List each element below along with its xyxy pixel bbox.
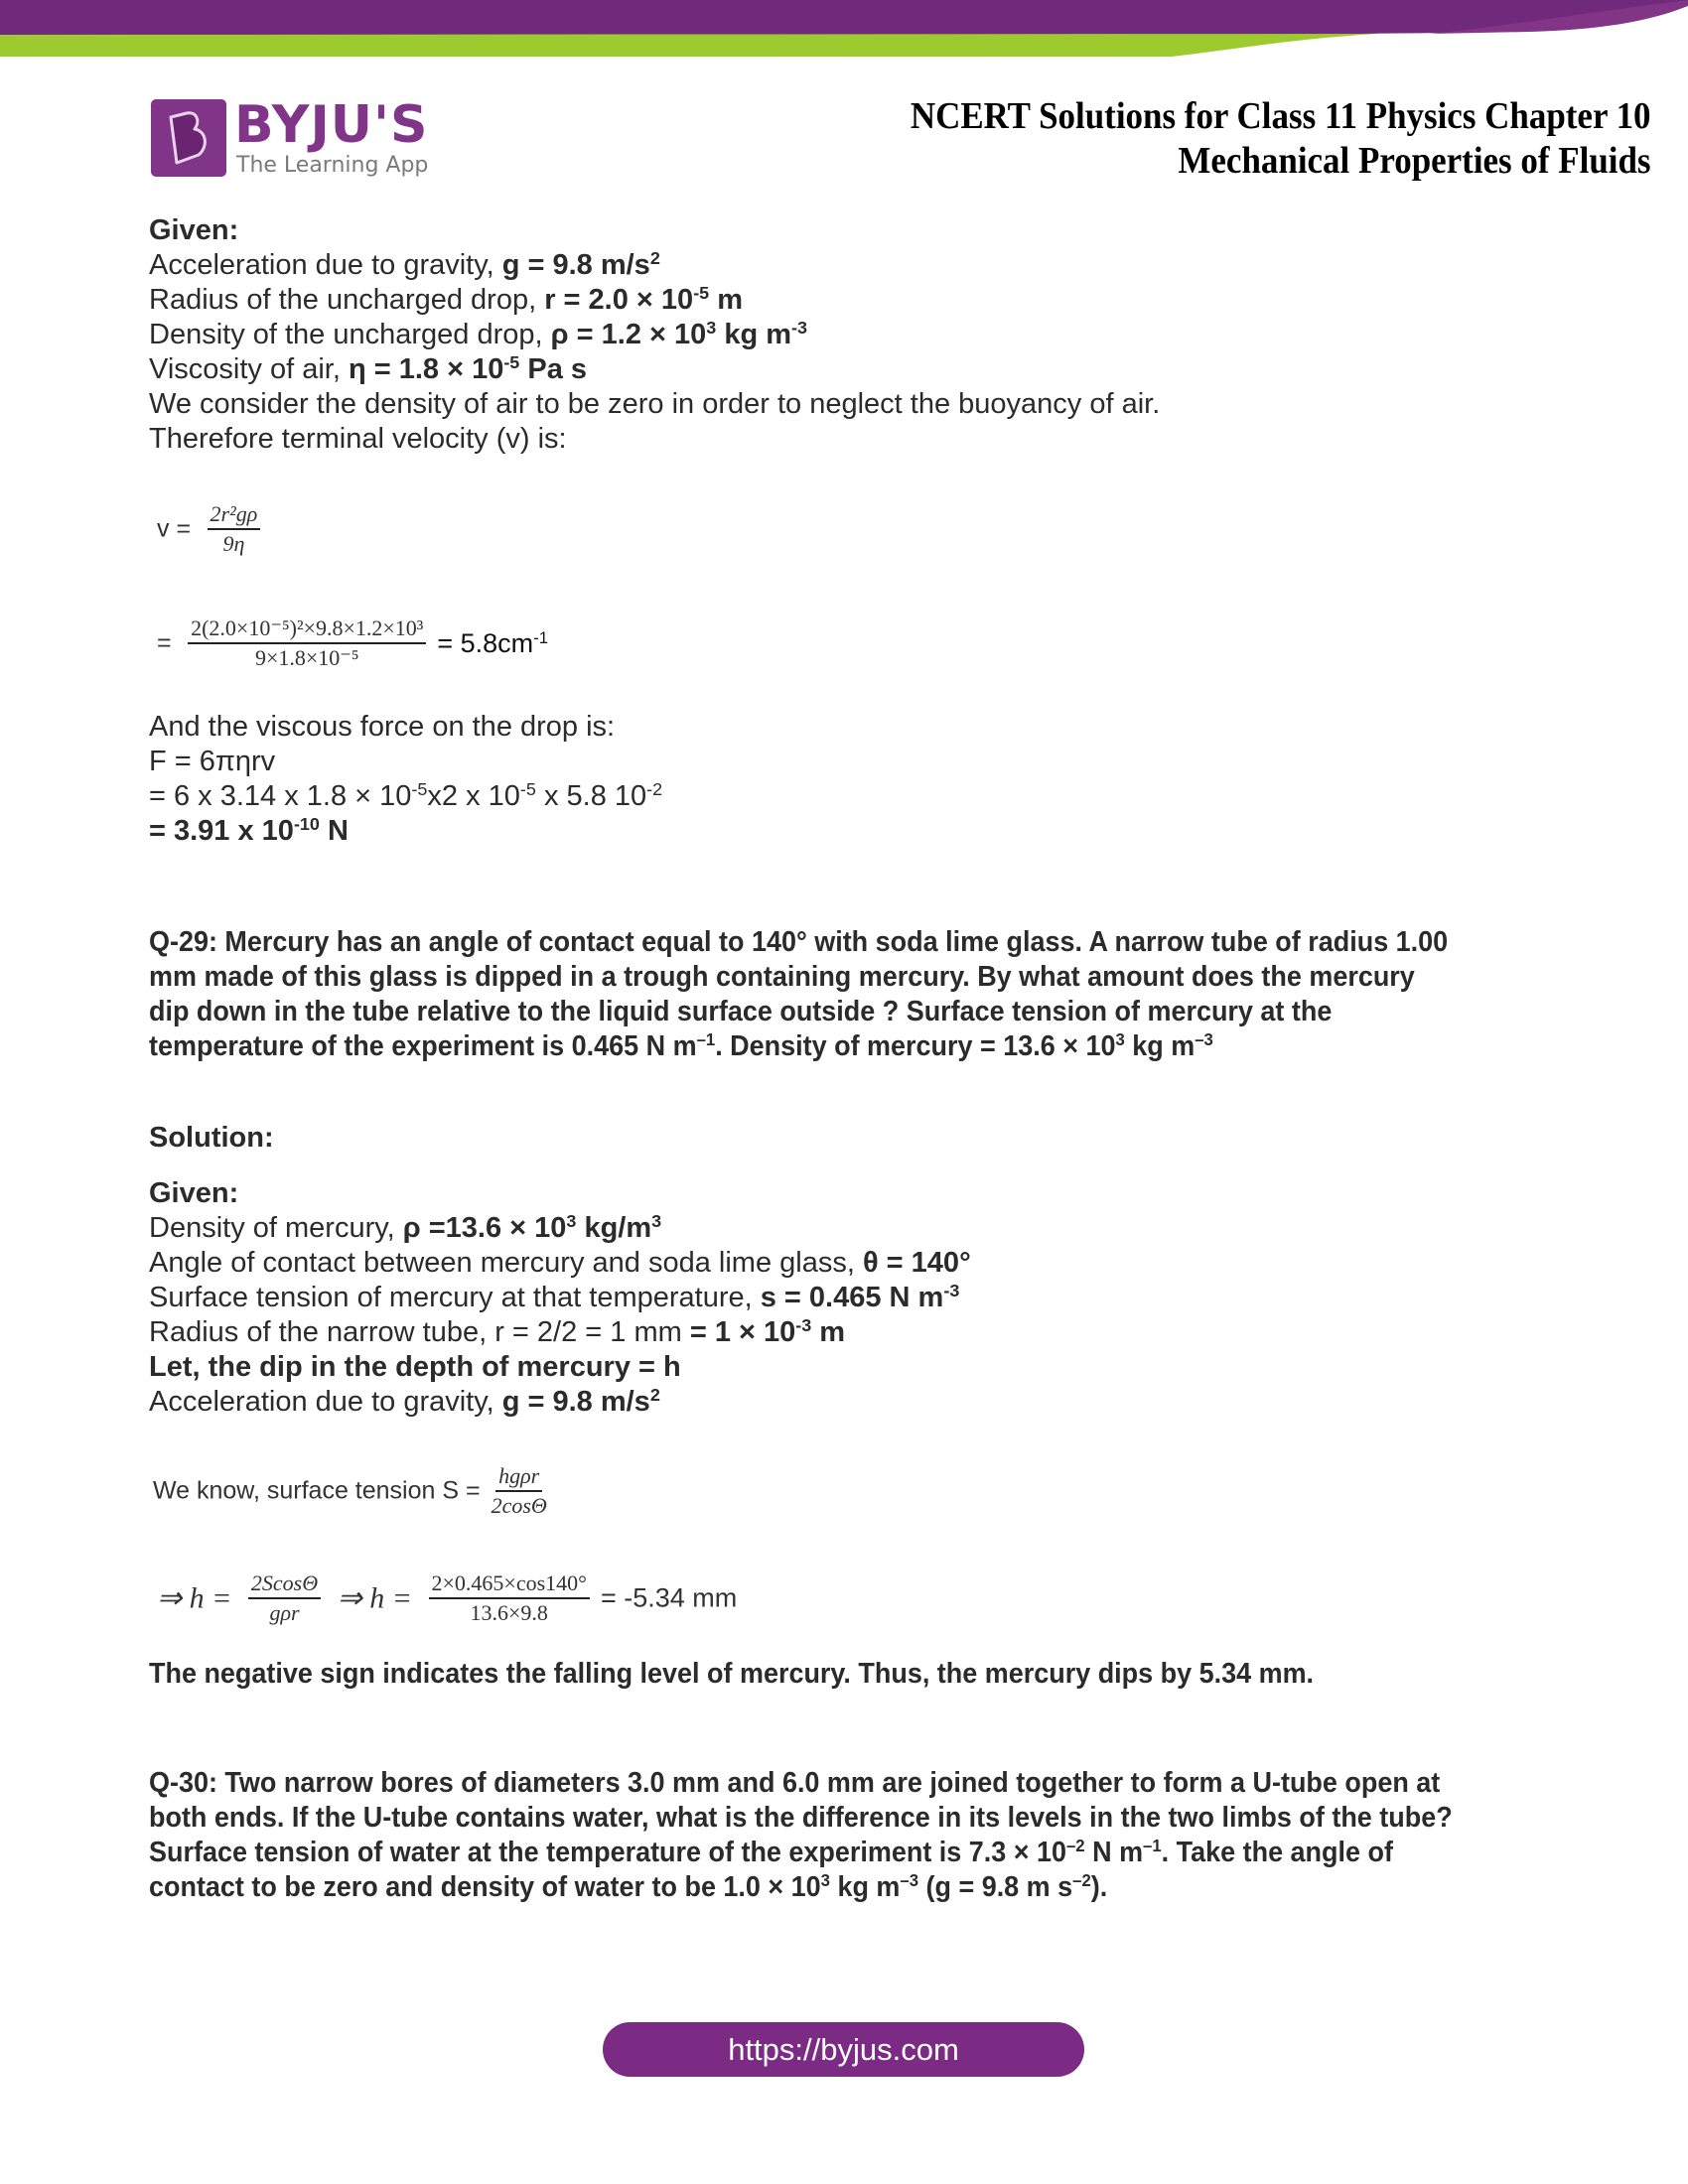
numerator: hgρr [495,1463,542,1492]
terminal-velocity-intro: Therefore terminal velocity (v) is: [149,423,567,455]
formula-result [437,628,548,658]
exponent: -1 [533,627,549,647]
question-text: . Take the angle of contact to be zero and density of water to be 1.0 × 10 [149,1837,1393,1903]
part: x2 x 10 [427,780,520,812]
given-viscosity [149,352,587,387]
formula-surface-tension [153,1463,547,1519]
given-tube-radius [149,1315,845,1350]
exponent: -5 [411,779,428,800]
exponent: –3 [1195,1029,1213,1050]
question-text: Q-29: Mercury has an angle of contact equal to 140° with soda lime glass. A narrow tube of radius 1.00 mm made of this glass is dipped in a trough containing mercury. By what amount does the mercury dip down in the tube relative to the liquid surface outside ? Surface tension of mercury at the temperature of the experiment is 0.465 N m [149,926,1449,1062]
header-banner [0,0,1688,69]
fraction [188,615,426,671]
label: Angle of contact between mercury and soda lime glass, [149,1247,863,1279]
value [761,1282,960,1313]
given-surface-tension [149,1281,959,1315]
part: = 6 x 3.14 x 1.8 × 10 [149,780,412,812]
brand-name: BYJU'S [234,95,429,155]
implies-h: ⇒ h = [337,1581,412,1615]
value [544,284,743,316]
unit-exponent: 3 [651,1211,662,1232]
unit: m [709,284,744,316]
label: Radius of the narrow tube, r = 2/2 = 1 mm [149,1316,690,1348]
numerator: 2r²gρ [208,501,261,530]
denominator: 13.6×9.8 [470,1600,548,1625]
fraction [492,1463,547,1519]
assumption-text: We consider the density of air to be zero in order to neglect the buoyancy of air. [149,388,1161,420]
logo-b-box [151,99,226,177]
label: Radius of the uncharged drop, [149,284,545,316]
result-text: = 5.8cm [437,627,534,658]
value [349,353,587,385]
exponent: 3 [566,1211,577,1232]
title-line-1: NCERT Solutions for Class 11 Physics Chapter 10 [911,95,1651,137]
exponent: -5 [693,283,710,304]
fraction [429,1570,590,1626]
solution-heading: Solution: [149,1122,274,1154]
question-text: . Density of mercury = 13.6 × 10 [715,1030,1116,1062]
formula-lhs: We know, surface tension S = [153,1476,481,1505]
question-text: kg m [829,1871,901,1903]
question-text: ). [1090,1871,1108,1903]
value-text: ρ = 1.2 × 10 [550,319,707,350]
viscous-force-substitution [149,779,662,814]
given-radius [149,283,743,318]
exponent: 2 [649,248,660,269]
value [502,1386,660,1418]
question-29 [149,925,1461,1064]
value-text: s = 0.465 N m [760,1282,944,1313]
unit-exponent: -3 [791,318,807,339]
footer-url-link[interactable]: https://byjus.com [603,2022,1084,2077]
value [403,1212,661,1244]
brand-tagline: The Learning App [236,153,429,178]
question-text: (g = 9.8 m s [918,1871,1073,1903]
exponent: 2 [649,1385,660,1406]
formula-velocity-substitution [157,615,548,671]
conclusion-q29: The negative sign indicates the falling level of mercury. Thus, the mercury dips by 5.34 mm. [149,1658,1315,1690]
value-text: g = 9.8 m/s [501,249,650,281]
unit: Pa s [519,353,588,385]
exponent: 3 [706,318,717,339]
value-text: ρ =13.6 × 10 [402,1212,567,1244]
denominator: gρr [269,1600,300,1625]
exponent: –3 [900,1870,919,1891]
fraction [248,1570,321,1626]
exponent: -10 [293,814,320,835]
value [690,1316,845,1348]
numerator: 2ScosΘ [248,1570,321,1599]
part: x 5.8 10 [535,780,647,812]
exponent: -3 [943,1281,960,1301]
b-letter-icon [165,109,212,167]
denominator: 9×1.8×10⁻⁵ [254,645,359,670]
question-text: kg m [1124,1030,1196,1062]
unit: kg/m [576,1212,652,1244]
document-title [911,94,1651,184]
exponent: -5 [519,779,536,800]
given-contact-angle [149,1246,971,1281]
question-30 [149,1766,1461,1905]
exponent: –1 [696,1029,716,1050]
exponent: –2 [1072,1870,1091,1891]
value-text: g = 9.8 m/s [501,1386,650,1418]
unit: kg m [716,319,792,350]
exponent: 3 [1115,1029,1125,1050]
exponent: -3 [795,1315,812,1336]
question-text: Q-30: Two narrow bores of diameters 3.0 mm and 6.0 mm are joined together to form a U-tube open at both ends. If the U-tube contains water, what is the difference in its levels in the two limbs of the tube? Surface tension of water at the temperature of the experiment is 7.3 × 10 [149,1767,1453,1868]
viscous-force-result [149,814,349,849]
formula-result: = -5.34 mm [600,1582,738,1613]
given-density [149,318,807,352]
label: Acceleration due to gravity, [149,249,502,281]
let-dip-depth: Let, the dip in the depth of mercury = h [149,1351,681,1383]
value [551,319,807,350]
label: Surface tension of mercury at that temperature, [149,1282,761,1313]
exponent: -2 [646,779,663,800]
value-text: = 1 × 10 [689,1316,796,1348]
label: Acceleration due to gravity, [149,1386,502,1418]
formula-terminal-velocity [157,501,260,557]
value-text: r = 2.0 × 10 [544,284,694,316]
exponent: –2 [1066,1836,1085,1856]
given-heading: Given: [149,214,239,246]
result-text: = 3.91 x 10 [149,815,294,847]
given-gravity [149,248,660,283]
denominator: 9η [222,531,245,556]
formula-dip-height [157,1570,737,1626]
given-heading-q29: Given: [149,1177,239,1209]
label: Viscosity of air, [149,353,349,385]
question-text: N m [1084,1837,1144,1868]
given-mercury-density [149,1211,661,1246]
formula-lhs: = [157,628,172,657]
formula-lhs: v = [157,514,192,543]
unit: N [319,815,349,847]
denominator: 2cosΘ [491,1493,547,1518]
unit: m [811,1316,846,1348]
title-line-2: Mechanical Properties of Fluids [1178,140,1651,182]
exponent: 3 [820,1870,830,1891]
value [502,249,660,281]
label: Density of the uncharged drop, [149,319,551,350]
given-gravity-q29 [149,1385,660,1420]
fraction [208,501,261,557]
implies-h: ⇒ h = [157,1581,232,1615]
value-text: η = 1.8 × 10 [348,353,504,385]
label: Density of mercury, [149,1212,403,1244]
numerator: 2(2.0×10⁻⁵)²×9.8×1.2×10³ [188,615,426,644]
exponent: -5 [503,352,520,373]
value: θ = 140° [862,1247,971,1279]
numerator: 2×0.465×cos140° [429,1570,590,1599]
viscous-force-formula: F = 6πηrv [149,746,276,777]
viscous-force-intro: And the viscous force on the drop is: [149,711,616,743]
exponent: –1 [1143,1836,1162,1856]
